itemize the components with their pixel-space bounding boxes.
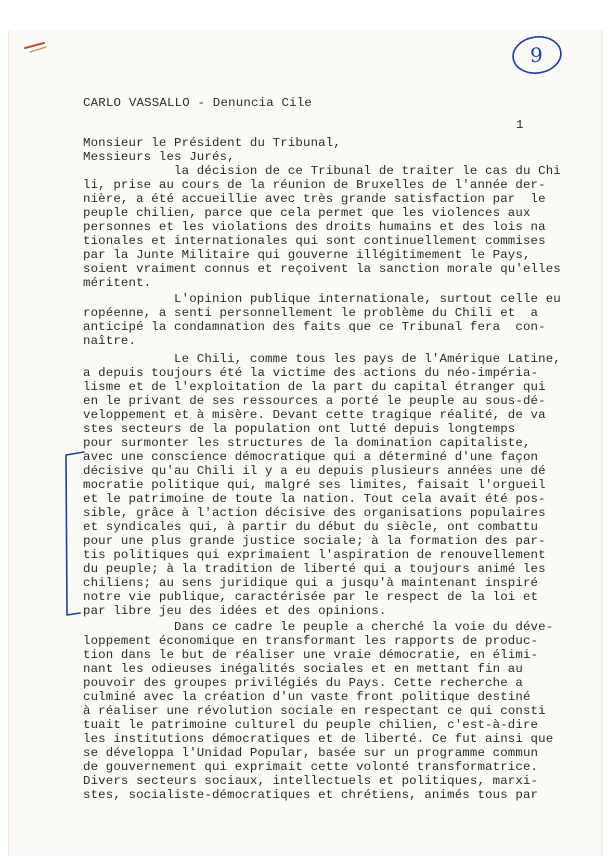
- document-header: CARLO VASSALLO - Denuncia Cile: [83, 96, 313, 110]
- text-line: les institutions démocratiques et de liberté. Ce fut ainsi que: [83, 732, 554, 746]
- text-line: par la Junte Militaire qui gouverne illégitimement le Pays,: [83, 248, 531, 262]
- text-line: culminé avec la création d'un vaste front politique destiné: [83, 690, 531, 704]
- text-line: méritent.: [83, 276, 152, 290]
- text-line: Monsieur le Président du Tribunal,: [83, 136, 341, 150]
- text-line: se développa l'Unidad Popular, basée sur un programme commun: [83, 746, 539, 760]
- text-line: personnes et les violations des droits humains et des lois na: [83, 220, 546, 234]
- text-line: L'opinion publique internationale, surtout celle eu: [83, 292, 561, 306]
- text-line: décisive qu'au Chili il y a eu depuis plusieurs années une dé: [83, 464, 546, 478]
- text-line: soient vraiment connus et reçoivent la sanction morale qu'elles: [83, 262, 561, 276]
- text-line: pour surmonter les structures de la domination capitaliste,: [83, 436, 531, 450]
- text-line: tuait le patrimoine culturel du peuple chilien, c'est-à-dire: [83, 718, 539, 732]
- text-line: Dans ce cadre le peuple a cherché la voie du déve-: [83, 620, 554, 634]
- text-line: naître.: [83, 334, 137, 348]
- text-line: Le Chili, comme tous les pays de l'Amérique Latine,: [83, 352, 561, 366]
- text-line: à réaliser une révolution sociale en respectant ce qui consti: [83, 704, 546, 718]
- text-line: peuple chilien, parce que cela permet que les violences aux: [83, 206, 531, 220]
- text-line: chiliens; au sens juridique qui a jusqu'à maintenant inspiré: [83, 576, 539, 590]
- text-line: de gouvernement qui exprimait cette volonté transformatrice.: [83, 760, 539, 774]
- text-line: et syndicales qui, à partir du début du siècle, ont combattu: [83, 520, 539, 534]
- text-line: lisme et de l'exploitation de la part du capital étranger qui: [83, 380, 546, 394]
- text-line: Divers secteurs sociaux, intellectuels et politiques, marxi-: [83, 774, 539, 788]
- text-line: la décision de ce Tribunal de traiter le cas du Chi: [83, 164, 561, 178]
- text-line: par libre jeu des idées et des opinions.: [83, 604, 387, 618]
- text-line: veloppement et à misère. Devant cette tragique réalité, de va: [83, 408, 546, 422]
- text-line: mocratie politique qui, malgré ses limites, faisait l'orgueil: [83, 478, 546, 492]
- text-line: avec une conscience démocratique qui a déterminé d'une façon: [83, 450, 539, 464]
- text-line: et le patrimoine de toute la nation. Tout cela avait été pos-: [83, 492, 546, 506]
- text-line: loppement économique en transformant les rapports de produc-: [83, 634, 539, 648]
- text-line: pouvoir des groupes privilégiés du Pays. Cette recherche a: [83, 676, 523, 690]
- text-line: ropéenne, a senti personnellement le problème du Chili et a: [83, 306, 539, 320]
- text-line: stes, socialiste-démocratiques et chrétiens, animés tous par: [83, 788, 539, 802]
- page-marker: 1: [516, 118, 524, 132]
- text-line: en le privant de ses ressources a porté le peuple au sous-dé-: [83, 394, 546, 408]
- text-line: li, prise au cours de la réunion de Bruxelles de l'année der-: [83, 178, 546, 192]
- text-line: nière, a été accueillie avec très grande satisfaction par le: [83, 192, 546, 206]
- text-line: nant les odieuses inégalités sociales et en mettant fin au: [83, 662, 523, 676]
- text-line: sible, grâce à l'action décisive des organisations populaires: [83, 506, 546, 520]
- text-line: pour une plus grande justice sociale; à la formation des par-: [83, 534, 546, 548]
- text-line: stes secteurs de la population ont lutté depuis longtemps: [83, 422, 516, 436]
- text-line: a depuis toujours été la victime des actions du néo-impéria-: [83, 366, 539, 380]
- text-line: anticipé la condamnation des faits que ce Tribunal fera con-: [83, 320, 546, 334]
- circled-number-text: 9: [530, 43, 543, 67]
- text-line: notre vie publique, caractérisée par le respect de la loi et: [83, 590, 539, 604]
- text-line: du peuple; à la tradition de liberté qui a toujours animé les: [83, 562, 546, 576]
- text-line: tis politiques qui exprimaient l'aspiration de renouvellement: [83, 548, 546, 562]
- text-line: tionales et internationales qui sont continuellement commises: [83, 234, 546, 248]
- text-line: tion dans le but de réaliser une vraie démocratie, en élimi-: [83, 648, 539, 662]
- text-line: Messieurs les Jurés,: [83, 150, 235, 164]
